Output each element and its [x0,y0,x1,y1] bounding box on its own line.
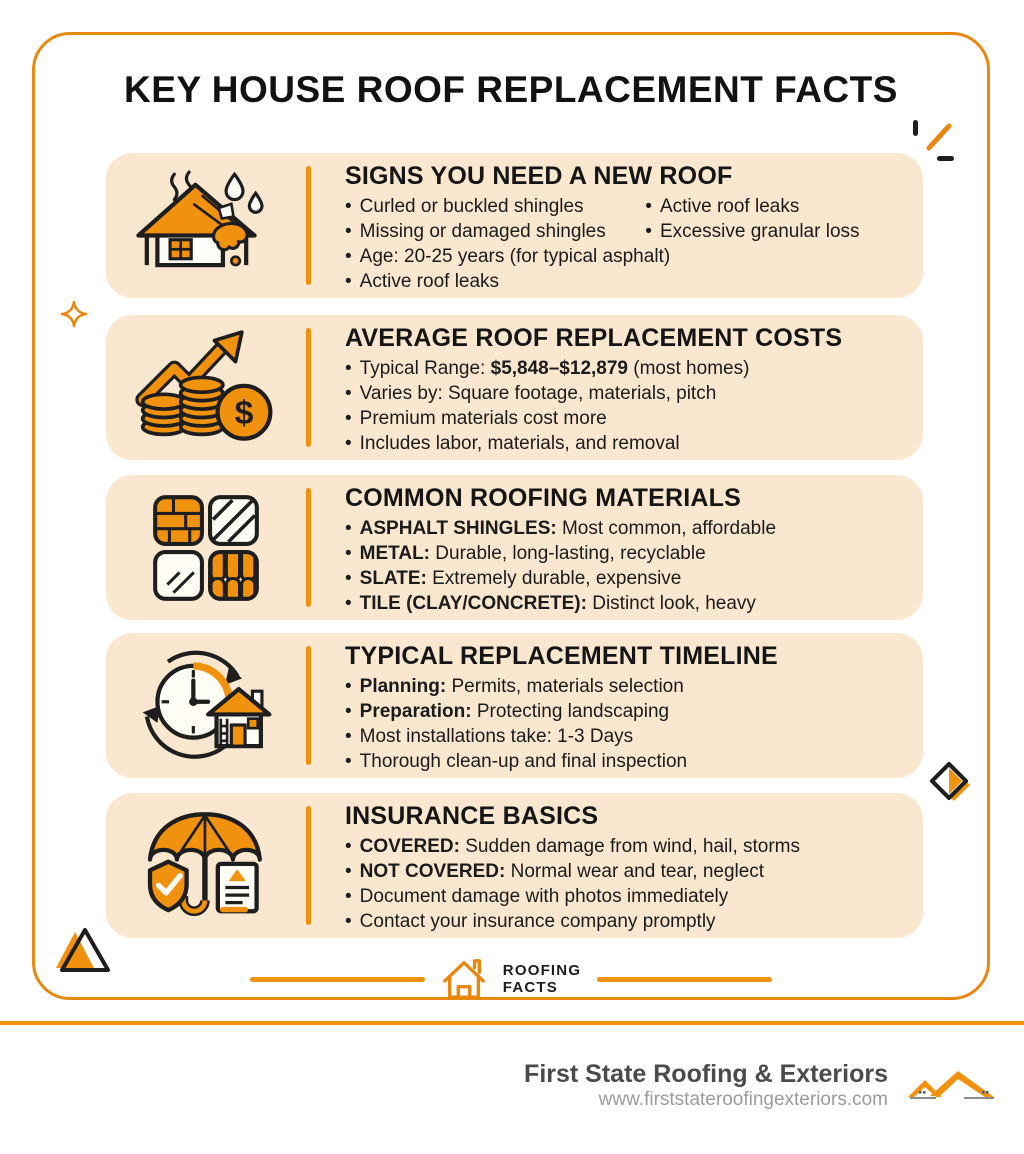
brand-company-name: First State Roofing & Exteriors [524,1060,888,1088]
bullet-item [345,593,756,614]
bullet-item [345,433,680,454]
section-average-costs [106,315,923,460]
bullet-row [345,884,923,909]
bullet-text: Thorough clean-up and final inspection [359,751,688,772]
bullet-row [345,566,923,591]
bullet-row [345,541,923,566]
infographic-frame [32,32,990,1000]
bullet-row [345,356,923,381]
bullet-text: Distinct look, heavy [586,593,756,614]
bullet-bold: COVERED: [359,836,460,857]
bullet-list [345,516,923,616]
section-title: TYPICAL REPLACEMENT TIMELINE [345,642,778,670]
bullet-item [345,836,800,857]
footer-logo-line1: ROOFING [502,962,582,979]
bottom-divider-rule [0,1021,1024,1025]
bullet-bold: $5,848–$12,879 [490,358,628,379]
bullet-list [345,834,923,934]
branding-block [524,1060,998,1112]
footer-right-line [597,977,772,982]
bullet-row [345,194,923,219]
bullet-text: Excessive granular loss [659,221,860,242]
bullet-row [345,724,923,749]
bullet-row [345,406,923,431]
bullet-item [345,726,633,747]
page-title: KEY HOUSE ROOF REPLACEMENT FACTS [124,69,898,110]
bullet-item [345,219,640,244]
bullet-item [345,751,687,772]
bullet-bold: METAL: [359,543,431,564]
bullet-text: Curled or buckled shingles [359,196,584,217]
icon-box [106,153,306,298]
bullet-bold: SLATE: [359,568,427,589]
triangles-decoration-icon [54,924,112,974]
bullet-item [345,911,716,932]
bullet-bold: Preparation: [359,701,472,722]
section-title: AVERAGE ROOF REPLACEMENT COSTS [345,324,843,352]
bullet-text: Sudden damage from wind, hail, storms [459,836,801,857]
insurance-icon [136,807,276,925]
bullet-row [345,381,923,406]
bullet-bold: TILE (CLAY/CONCRETE): [359,593,587,614]
bullet-row [345,431,923,456]
bullet-row [345,516,923,541]
bullet-item [345,861,764,882]
section-content [311,153,923,298]
diamond-decoration-icon [928,760,972,804]
bullet-text: Durable, long-lasting, recyclable [430,543,706,564]
bullet-item [345,194,640,219]
bullet-row [345,909,923,934]
bullet-text: Includes labor, materials, and removal [359,433,680,454]
bullet-item [345,568,681,589]
dollar-glyph: $ [234,393,254,432]
bullet-row [345,219,923,244]
bullet-row [345,591,923,616]
brand-website-url: www.firststateroofingexteriors.com [598,1089,888,1110]
damaged-house-icon [132,170,280,282]
footer-left-line [250,977,425,982]
bullet-list [345,194,923,294]
section-signs-you-need-new-roof [106,153,923,298]
bullet-row [345,674,923,699]
bullet-row [345,749,923,774]
bullet-item [345,701,669,722]
footer-logo-text [503,962,581,996]
section-replacement-timeline [106,633,923,778]
section-content [311,475,923,620]
bullet-text: Extremely durable, expensive [426,568,682,589]
section-title: INSURANCE BASICS [345,802,599,830]
footer-logo-row [35,953,987,1005]
bullet-text: Premium materials cost more [359,408,607,429]
timeline-icon [131,649,281,763]
bullet-row [345,834,923,859]
section-content [311,633,923,778]
icon-box [106,793,306,938]
sparkle-icon [60,300,88,328]
bullet-item [645,221,859,242]
bullet-row [345,699,923,724]
bullet-row [345,859,923,884]
bullet-text: Missing or damaged shingles [359,221,606,242]
bullet-item [345,271,499,292]
footer-logo-line2: FACTS [502,979,558,996]
bullet-item [345,543,706,564]
bullet-text: Permits, materials selection [446,676,684,697]
bullet-bold: NOT COVERED: [359,861,506,882]
section-title: COMMON ROOFING MATERIALS [345,484,741,512]
bullet-text: Document damage with photos immediately [359,886,729,907]
bullet-item [345,518,776,539]
bullet-text: Most installations take: 1-3 Days [359,726,634,747]
bullet-item [345,383,716,404]
bullet-item [345,246,670,267]
section-content [311,793,923,938]
icon-box [106,633,306,778]
section-common-materials [106,475,923,620]
spark-decoration-icon [905,118,959,164]
bullet-text: Contact your insurance company promptly [359,911,716,932]
brand-text [524,1060,888,1112]
materials-icon [145,487,267,609]
bullet-item [345,886,728,907]
bullet-list [345,674,923,774]
bullet-text: Normal wear and tear, neglect [505,861,765,882]
brand-roofs-logo-icon [906,1065,998,1107]
bullet-text: Active roof leaks [359,271,500,292]
cost-growth-icon [132,330,280,446]
bullet-text: Typical Range: [359,358,491,379]
bullet-text: Age: 20-25 years (for typical asphalt) [359,246,671,267]
bullet-item [345,358,749,379]
bullet-item [345,408,607,429]
bullet-row [345,269,923,294]
bullet-text: Most common, affordable [556,518,777,539]
section-insurance-basics [106,793,923,938]
bullet-text: (most homes) [628,358,750,379]
section-content [311,315,923,460]
bullet-item [345,676,684,697]
bullet-bold: ASPHALT SHINGLES: [359,518,557,539]
bullet-text: Active roof leaks [659,196,800,217]
bullet-item [645,196,799,217]
bullet-row [345,244,923,269]
icon-box [106,315,306,460]
bullet-bold: Planning: [359,676,447,697]
bullet-list [345,356,923,456]
roofing-facts-logo-icon [441,956,487,1002]
bullet-text: Protecting landscaping [471,701,670,722]
bullet-text: Varies by: Square footage, materials, pitch [359,383,717,404]
icon-box [106,475,306,620]
section-title: SIGNS YOU NEED A NEW ROOF [345,162,733,190]
